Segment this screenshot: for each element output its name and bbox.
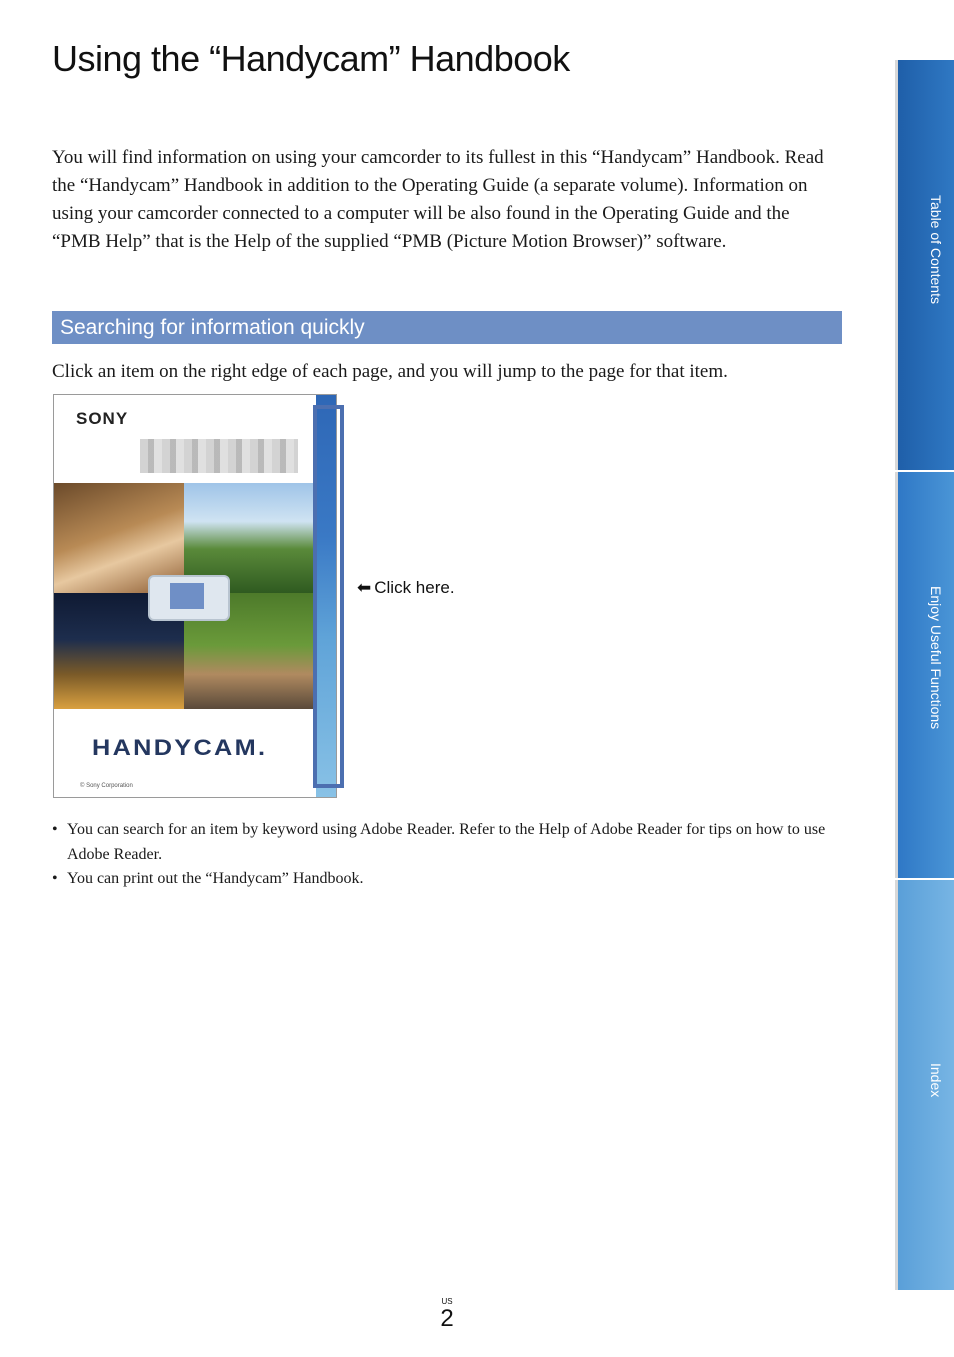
page-number <box>440 1297 454 1331</box>
cover-footer: © Sony Corporation <box>80 783 133 789</box>
camcorder-icon <box>148 575 230 621</box>
tab-enjoy-useful-functions[interactable] <box>895 472 954 878</box>
click-here-callout <box>357 578 455 598</box>
handbook-cover-image <box>53 394 337 798</box>
left-arrow-icon: ⬅ <box>357 578 372 597</box>
tab-label: Index <box>928 1063 944 1098</box>
page-title: Using the “Handycam” Handbook <box>52 38 570 79</box>
instruction-text: Click an item on the right edge of each page, and you will jump to the page for that item. <box>52 361 728 382</box>
cover-photo-collage <box>54 483 316 709</box>
list-item: • You can print out the “Handycam” Handbook. <box>52 867 842 892</box>
section-heading: Searching for information quickly <box>52 311 842 344</box>
tab-label: Table of Contents <box>928 195 944 304</box>
tab-table-of-contents[interactable] <box>895 60 954 470</box>
list-item: • You can search for an item by keyword using Adobe Reader. Refer to the Help of Adobe Reader for tips on how to use Adobe Reader. <box>52 818 842 867</box>
intro-paragraph: You will find information on using your camcorder to its fullest in this “Handycam” Handbook. Read the “Handycam” Handbook in addition to the Operating Guide (a separate volume). Information on using your camcorder connected to a computer will be also found in the Operating Guide and the “PMB Help” that is the Help of the supplied “PMB (Picture Motion Browser)” software. <box>52 147 824 252</box>
cover-brand: SONY <box>76 409 129 428</box>
tips-list <box>52 818 842 892</box>
cover-handycam-logo: HANDYCAM. <box>92 735 268 760</box>
tab-label: Enjoy Useful Functions <box>928 586 944 730</box>
cover-blurred-title <box>140 439 298 473</box>
click-here-label: Click here. <box>374 578 455 597</box>
page-number-value: 2 <box>440 1305 454 1332</box>
page-locale: US <box>441 1297 453 1306</box>
tab-strip-highlight <box>313 405 344 788</box>
tab-index[interactable] <box>895 880 954 1290</box>
